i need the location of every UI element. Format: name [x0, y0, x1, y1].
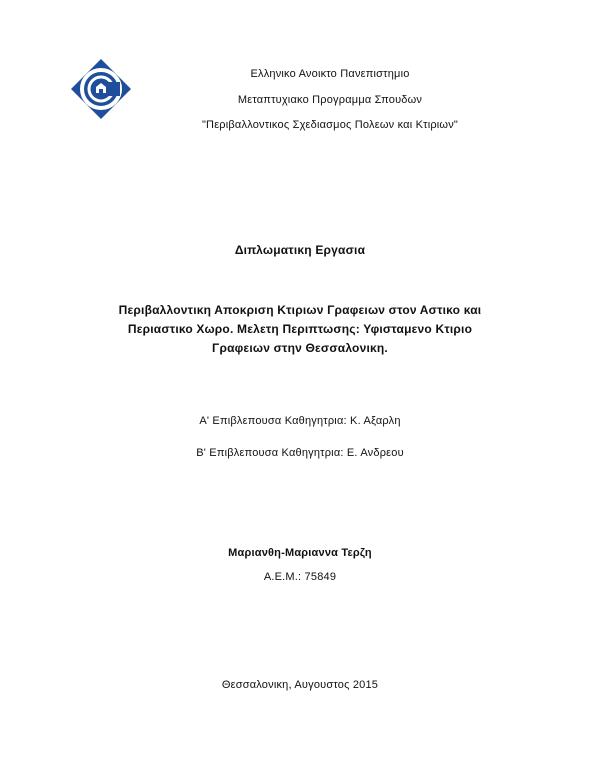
- title-line-2: Περιαστικο Χωρο. Μελετη Περιπτωσης: Υφισταμενο Κτιριο: [127, 322, 473, 336]
- first-supervisor: Α' Επιβλεπουσα Καθηγητρια: Κ. Αξαρλη: [199, 415, 401, 427]
- author-aem: Α.Ε.Μ.: 75849: [263, 571, 337, 583]
- title-line-3: Γραφειων στην Θεσσαλονικη.: [212, 341, 388, 355]
- second-supervisor: Β' Επιβλεπουσα Καθηγητρια: Ε. Ανδρεου: [196, 447, 404, 459]
- document-type: Διπλωματικη Εργασια: [234, 243, 366, 257]
- university-logo-icon: [70, 58, 132, 120]
- title-line-1: Περιβαλλοντικη Αποκριση Κτιριων Γραφειων στον Αστικο και: [118, 303, 482, 317]
- author-name: Μαριανθη-Μαριαννα Τερζη: [228, 547, 372, 559]
- university-name: Ελληνικο Ανοικτο Πανεπιστημιο: [250, 68, 410, 80]
- specialization-name: "Περιβαλλοντικος Σχεδιασμος Πολεων και Κτιριων": [201, 119, 459, 131]
- place-date: Θεσσαλονικη, Αυγουστος 2015: [221, 679, 379, 691]
- program-name: Μεταπτυχιακο Προγραμμα Σπουδων: [237, 94, 423, 106]
